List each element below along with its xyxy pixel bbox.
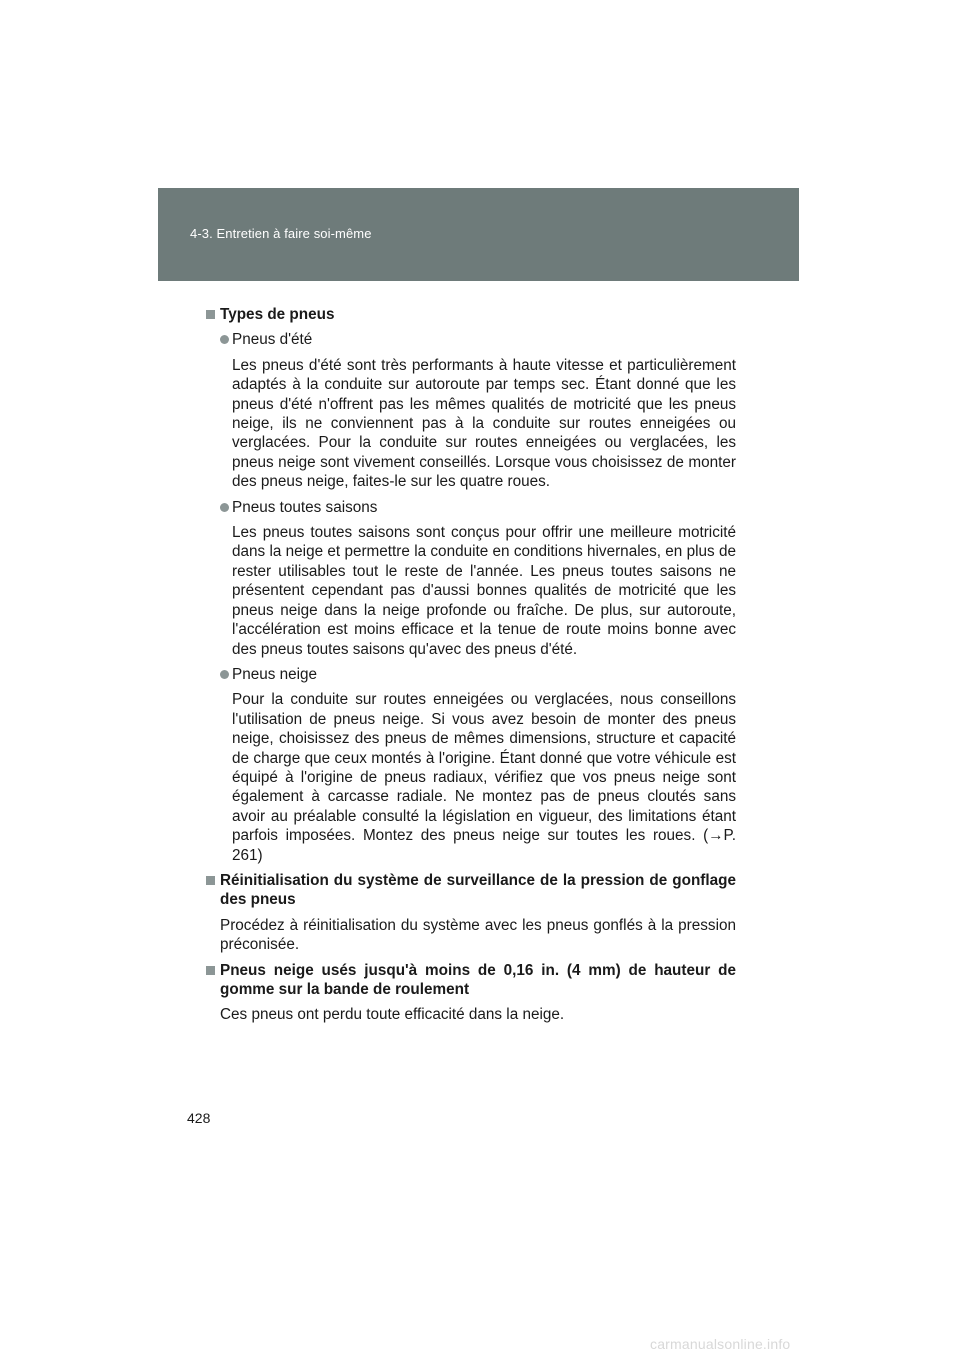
bullet-all-season-tires: [206, 498, 736, 517]
square-bullet-icon: [206, 876, 215, 885]
bullet-snow-tires: [206, 665, 736, 684]
heading-tpms-reset: [206, 871, 736, 910]
bullet-summer-tires: [206, 330, 736, 349]
section-title: 4-3. Entretien à faire soi-même: [190, 226, 372, 241]
heading-tire-types-text: Types de pneus: [220, 306, 335, 323]
heading-tire-types: [206, 305, 736, 324]
circle-bullet-icon: [220, 670, 229, 679]
summer-tires-title: Pneus d'été: [232, 331, 313, 349]
square-bullet-icon: [206, 310, 215, 319]
page-content: [206, 305, 736, 1031]
summer-tires-text: Les pneus d'été sont très performants à haute vitesse et particulièrement adaptés à la conduite sur autoroute par temps sec. Étant donné que les pneus d'été n'offrent pas les mêmes qualités de motricité que les pneus neige, ils ne conviennent pas à la conduite sur routes enneigées ou verglacées. Pour la conduite sur routes enneigées ou verglacées, les pneus neige sont vivement conseillés. Lorsque vous choisissez de monter des pneus neige, faites-le sur les quatre roues.: [232, 356, 736, 491]
circle-bullet-icon: [220, 335, 229, 344]
heading-worn-snow-tires-text: Pneus neige usés jusqu'à moins de 0,16 in. (4 mm) de hauteur de gomme sur la bande de roulement: [220, 961, 736, 998]
square-bullet-icon: [206, 966, 215, 975]
watermark: carmanualsonline.info: [650, 1336, 791, 1352]
worn-snow-tires-text: Ces pneus ont perdu toute efficacité dans la neige.: [220, 1006, 565, 1024]
heading-tpms-reset-text: Réinitialisation du système de surveillance de la pression de gonflage des pneus: [220, 871, 736, 909]
section-header-band: [158, 188, 799, 281]
all-season-tires-text: Les pneus toutes saisons sont conçus pour offrir une meilleure motricité dans la neige et permettre la conduite en conditions hivernales, en plus de rester utilisables tout le reste de l'année. Les pneus toutes saisons ne présentent cependant pas d'aussi bonnes qualités de motricité que les pneus neige dans la neige profonde ou fraîche. De plus, sur autoroute, l'accélération est moins efficace et la tenue de route moins bonne avec des pneus toutes saisons qu'avec des pneus d'été.: [232, 524, 736, 658]
snow-tires-title: Pneus neige: [232, 665, 318, 683]
snow-tires-text: Pour la conduite sur routes enneigées ou verglacées, nous conseillons l'utilisation de pneus neige. Si vous avez besoin de monter des pneus neige, choisissez des pneus de mêmes dimensions, structure et capacité de charge que ceux montés à l'origine. Étant donné que votre véhicule est équipé à l'origine de pneus radiaux, vérifiez que vos pneus neige sont également à carcasse radiale. Ne montez pas de pneus cloutés sans avoir au préalable consulté la législation en vigueur, des limitations étant parfois imposées. Montez des pneus neige sur toutes les roues. (→P. 261): [232, 691, 736, 864]
tpms-reset-text: Procédez à réinitialisation du système avec les pneus gonflés à la pression préconisée.: [220, 916, 736, 954]
all-season-tires-title: Pneus toutes saisons: [232, 498, 378, 516]
heading-worn-snow-tires: [206, 961, 736, 1000]
page-number: 428: [187, 1110, 211, 1126]
circle-bullet-icon: [220, 503, 229, 512]
